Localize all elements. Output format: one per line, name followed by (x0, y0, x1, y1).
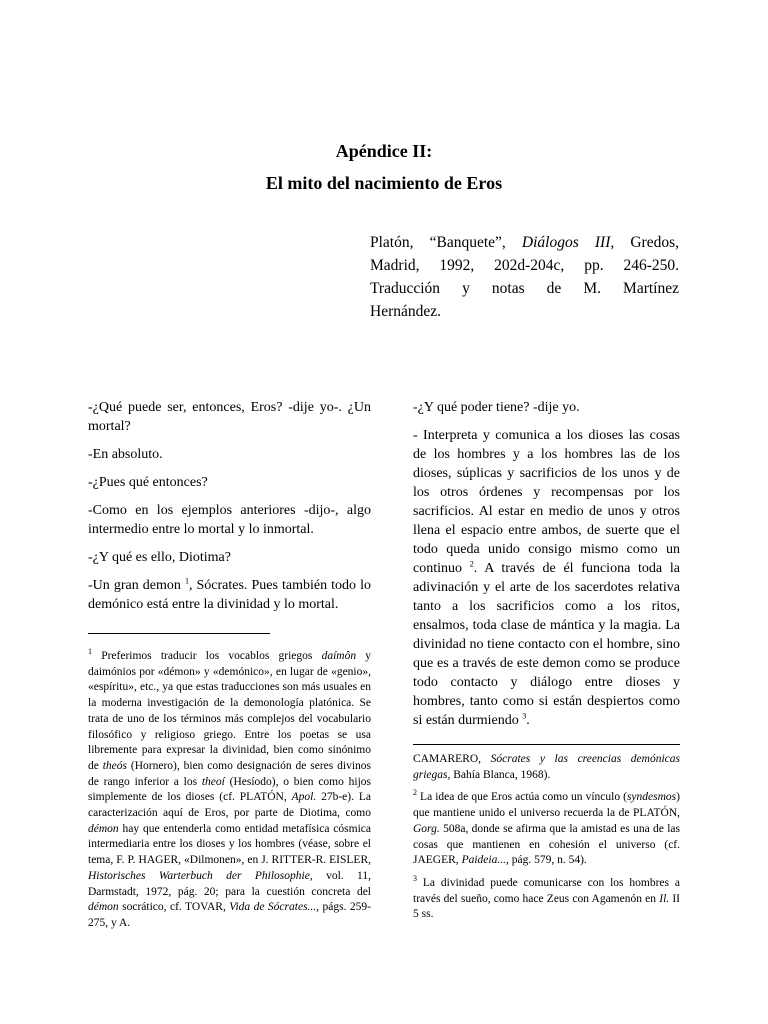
paragraph-text: , Sócrates. Pues también todo lo demónico está entre la divinidad y lo mortal. (88, 578, 371, 612)
footnote-text: y daimónios por «démon» y «demónico», en lugar de «genio», «espíritu», etc., ya que estas traducciones son más usuales en la moderna investigación de la demonología platónica. Se trata de uno de los términos más complejos del vocabulario filosófico y religioso griego. Entre los poetas se usa libremente para expresar la divinidad, bien como sinónimo de (88, 650, 372, 772)
citation-text: Platón, “Banquete”, (370, 234, 522, 251)
footnote-text: Preferimos traducir los vocablos griegos (92, 650, 322, 662)
paragraph-text: -Un gran demon (88, 578, 185, 593)
footnote-italic: Gorg. (413, 822, 440, 835)
appendix-subtitle: El mito del nacimiento de Eros (265, 173, 503, 193)
paragraph-text: . (526, 713, 530, 728)
footnote-text: Bahía Blanca, 1968). (450, 768, 551, 781)
dialogue-paragraph (413, 426, 680, 730)
footnote-italic: daímôn (321, 650, 357, 662)
footnote-text: 27b-e). La caracterización aquí de Eros, por parte de Diotima, como (88, 791, 371, 820)
dialogue-paragraph: -¿Pues qué entonces? (88, 475, 208, 490)
footnote-text: ) que mantiene unido el universo recuerda la de PLATÓN, (413, 791, 680, 820)
footnote-italic: Paideia..., (461, 854, 509, 867)
citation-line-4: Hernández. (370, 303, 441, 320)
footnote-number: 3 (413, 874, 417, 884)
footnote-marker: 2 (469, 559, 474, 569)
dialogue-column-right (413, 398, 680, 739)
footnote-italic: Apol. (291, 791, 317, 804)
dialogue-column-left (88, 398, 371, 623)
footnote-text: CAMARERO, (413, 753, 491, 765)
footnote-italic: Vida de Sócrates..., (229, 901, 320, 914)
footnote-italic: démon (88, 901, 119, 914)
paragraph-text: - Interpreta y comunica a los dioses las cosas de los hombres y a los hombres las de los dioses, súplicas y sacrificios de los unos y de los otros órdenes y recompensas por los sacrificios. Al estar en medio de unos y otros llena el espacio entre ambos, de suerte que el todo queda unido consigo mismo como un continuo (413, 428, 680, 576)
footnote-number: 1 (88, 647, 92, 657)
footnote-text: La divinidad puede comunicarse con los hombres a través del sueño, como hace Zeus con Agamenón en (413, 876, 680, 905)
dialogue-paragraph: -¿Y qué poder tiene? -dije yo. (413, 400, 580, 415)
citation-text: Gredos, (614, 234, 679, 251)
footnote-italic: theoí (201, 775, 225, 788)
footnote-italic: theós (102, 759, 128, 772)
dialogue-paragraph: -¿Y qué es ello, Diotima? (88, 550, 231, 565)
footnote-1 (88, 649, 371, 932)
footnote-text: hay que entenderla como entidad metafísica cósmica intermediaria entre los dioses y los hombres (véase, sobre el tema, F. P. HAGER, «Dilmonen», en J. RITTER-R. EISLER, (88, 822, 371, 867)
dialogue-paragraph: -En absoluto. (88, 447, 163, 462)
footnote-text: La idea de que Eros actúa como un vínculo ( (417, 791, 627, 804)
appendix-title: Apéndice II: (335, 141, 433, 161)
footnotes-left (88, 649, 371, 939)
footnote-number: 2 (413, 788, 417, 798)
footnotes-right (413, 752, 680, 930)
footnote-italic: Sócrates y las creencias demónicas griegas, (413, 753, 680, 781)
footnote-separator (413, 744, 680, 745)
citation-line-3: Traducción y notas de M. Martínez (370, 280, 679, 297)
citation-line-1 (370, 231, 679, 254)
footnote-2 (413, 790, 680, 869)
footnote-separator (88, 633, 270, 634)
dialogue-paragraph (88, 576, 371, 614)
footnote-italic: syndesmos (626, 791, 677, 804)
footnote-1-continued (413, 752, 680, 783)
footnote-text: pág. 579, n. 54). (508, 854, 587, 867)
footnote-text: socrático, cf. TOVAR, (118, 901, 230, 914)
footnote-text: 508a, donde se afirma que la amistad es una de las cosas que mantienen en cohesión el universo (cf. JAEGER, (413, 822, 680, 867)
footnote-marker: 1 (184, 576, 189, 586)
source-citation (370, 231, 679, 323)
dialogue-paragraph: -Como en los ejemplos anteriores -dijo-, algo intermedio entre lo mortal y lo inmortal. (88, 503, 371, 537)
footnote-3 (413, 876, 680, 923)
citation-work-title: Diálogos III, (521, 234, 615, 251)
footnote-text: vol. 11, Darmstadt, 1972, pág. 20; para la cuestión concreta del (88, 869, 371, 898)
citation-line-2: Madrid, 1992, 202d-204c, pp. 246-250. (370, 257, 679, 274)
footnote-italic: démon (88, 822, 119, 835)
footnote-italic: Il. (659, 892, 670, 905)
dialogue-paragraph: -¿Qué puede ser, entonces, Eros? -dije yo-. ¿Un mortal? (88, 400, 371, 434)
paragraph-text: . A través de él funciona toda la adivinación y el arte de los sacerdotes relativa tanto a los sacrificios como a los ritos, ensalmos, toda clase de mántica y la magia. La divinidad no tiene contacto con el hombre, sino que es a través de este demon como se produce todo contacto y diálogo entre dioses y hombres, tanto como si están despiertos como si están durmiendo (413, 561, 680, 728)
footnote-marker: 3 (522, 711, 527, 721)
footnote-text: II 5 ss. (413, 892, 680, 921)
footnote-text: (Hesíodo), o bien como hijos simplemente de los dioses (cf. PLATÓN, (88, 775, 371, 804)
footnote-text: págs. 259-275, y A. (88, 901, 371, 929)
footnote-text: (Hornero), bien como designación de seres divinos de rango inferior a los (88, 759, 371, 788)
footnote-italic: Historisches Warterbuch der Philosophie, (88, 869, 313, 882)
